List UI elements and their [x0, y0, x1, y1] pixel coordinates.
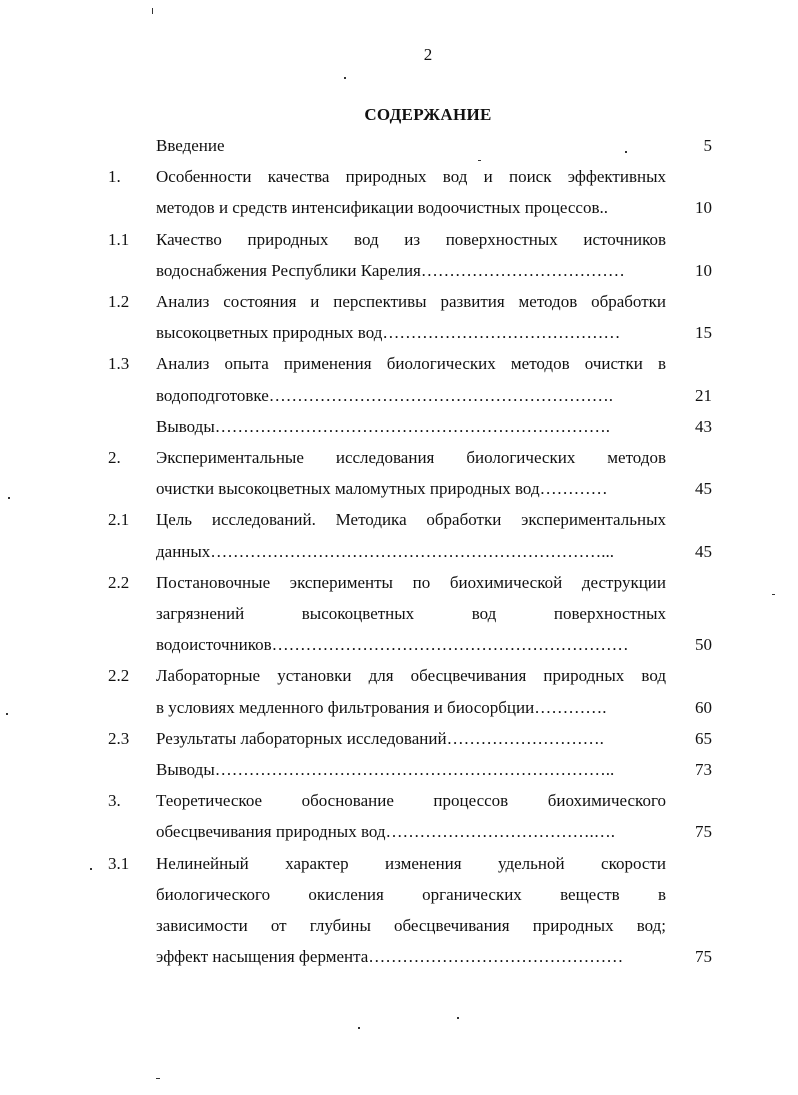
toc-entry-page: 50 [695, 635, 712, 655]
toc-entry-line [0, 135, 798, 157]
toc-entry-text: обесцвечивания природных вод……………………………….…. [156, 822, 616, 842]
toc-entry-page: 15 [695, 323, 712, 343]
scan-speck [90, 868, 92, 870]
toc-entry-line [0, 260, 798, 282]
toc-entry-text: Качество природных вод из поверхностных источников [156, 229, 666, 249]
toc-entry-text: водоисточников……………………………………………………… [156, 635, 629, 655]
toc-entry-line [0, 759, 798, 781]
toc-entry-line [0, 790, 798, 812]
toc-entry-line [0, 385, 798, 407]
toc-entry-text: Результаты лабораторных исследований………………………. [156, 728, 604, 748]
toc-entry-number: 2.1 [108, 510, 130, 530]
scan-speck [6, 713, 8, 715]
toc-entry-number: 1.3 [108, 354, 130, 374]
toc-entry-number: 2.3 [108, 728, 130, 748]
toc-entry-line [0, 447, 798, 469]
toc-entry-number: 2. [108, 448, 121, 467]
toc-entry-page: 73 [695, 760, 712, 779]
toc-entry-text: Цель исследований. Методика обработки экспериментальных [156, 510, 666, 530]
toc-entry-text: биологического окисления органических веществ в [156, 884, 666, 904]
toc-entry-page: 60 [695, 697, 712, 717]
toc-entry-page: 43 [695, 416, 712, 436]
toc-entry-page: 65 [695, 728, 712, 748]
toc-entry-line [0, 665, 798, 687]
page-number: 2 [423, 45, 433, 64]
toc-entry-text: загрязнений высокоцветных вод поверхностных [156, 604, 666, 623]
toc-entry-page: 75 [695, 947, 712, 967]
toc-entry-page: 45 [695, 541, 712, 561]
toc-entry-text: Выводы…………………………………………………………….. [156, 760, 615, 779]
toc-entry-line [0, 821, 798, 843]
toc-entry-number: 1.1 [108, 229, 130, 249]
toc-entry-number: 1. [108, 167, 121, 187]
scan-speck [152, 8, 153, 14]
toc-entry-text: высокоцветных природных вод…………………………………… [156, 323, 621, 343]
toc-entry-line [0, 229, 798, 251]
scan-speck [625, 151, 627, 153]
toc-entry-line [0, 478, 798, 500]
toc-entry-line [0, 541, 798, 563]
toc-entry-line [0, 728, 798, 750]
toc-entry-line [0, 572, 798, 594]
toc-entry-text: зависимости от глубины обесцвечивания природных вод; [156, 916, 666, 935]
scan-speck [8, 497, 10, 499]
toc-entry-text: Лабораторные установки для обесцвечивания природных вод [156, 666, 666, 686]
toc-entry-line [0, 197, 798, 219]
toc-entry-line [0, 634, 798, 656]
toc-entry-line [0, 853, 798, 875]
toc-entry-line [0, 291, 798, 313]
toc-entry-text: методов и средств интенсификации водоочистных процессов.. [156, 198, 608, 218]
toc-entry-text: Нелинейный характер изменения удельной скорости [156, 853, 666, 873]
toc-entry-text: Теоретическое обоснование процессов биохимического [156, 791, 666, 811]
toc-entry-line [0, 353, 798, 375]
toc-entry-line [0, 946, 798, 968]
toc-entry-text: Постановочные эксперименты по биохимической деструкции [156, 572, 666, 592]
toc-entry-text: Анализ опыта применения биологических методов очистки в [156, 354, 666, 374]
scan-speck [478, 160, 481, 161]
toc-entry-text: Введение [156, 136, 225, 155]
toc-entry-page: 45 [695, 479, 712, 499]
scan-speck [358, 1027, 360, 1029]
toc-entry-text: водоподготовке……………………………………………………. [156, 385, 614, 405]
toc-entry-line [0, 509, 798, 531]
toc-entry-number: 1.2 [108, 292, 130, 311]
toc-entry-text: Анализ состояния и перспективы развития методов обработки [156, 292, 666, 311]
toc-entry-line [0, 603, 798, 625]
toc-entry-text: водоснабжения Республики Карелия……………………………… [156, 260, 625, 280]
toc-entry-line [0, 697, 798, 719]
toc-entry-text: очистки высокоцветных маломутных природных вод………… [156, 479, 608, 499]
toc-entry-number: 2.2 [108, 572, 130, 592]
toc-entry-line [0, 884, 798, 906]
toc-entry-page: 5 [703, 136, 712, 155]
toc-entry-text: эффект насыщения фермента……………………………………… [156, 947, 624, 967]
scan-speck [457, 1017, 459, 1019]
toc-entry-line [0, 322, 798, 344]
toc-entry-page: 75 [695, 822, 712, 842]
toc-entry-text: Выводы……………………………………………………………. [156, 416, 611, 436]
toc-entry-number: 3.1 [108, 853, 130, 873]
scan-speck [344, 77, 346, 79]
toc-entry-page: 21 [695, 385, 712, 405]
toc-entry-number: 2.2 [108, 666, 130, 686]
toc-entry-text: Особенности качества природных вод и поиск эффективных [156, 167, 666, 187]
toc-entry-number: 3. [108, 791, 121, 811]
scan-speck [156, 1078, 160, 1079]
toc-entry-text: в условиях медленного фильтрования и биосорбции…………. [156, 697, 607, 717]
toc-entry-line [0, 166, 798, 188]
page-title: СОДЕРЖАНИЕ [364, 105, 492, 124]
toc-entry-page: 10 [695, 198, 712, 218]
scan-speck [772, 594, 775, 595]
toc-entry-line [0, 416, 798, 438]
toc-entry-text: Экспериментальные исследования биологических методов [156, 448, 666, 467]
toc-entry-line [0, 915, 798, 937]
toc-entry-text: данных……………………………………………………………... [156, 541, 615, 561]
toc-entry-page: 10 [695, 260, 712, 280]
